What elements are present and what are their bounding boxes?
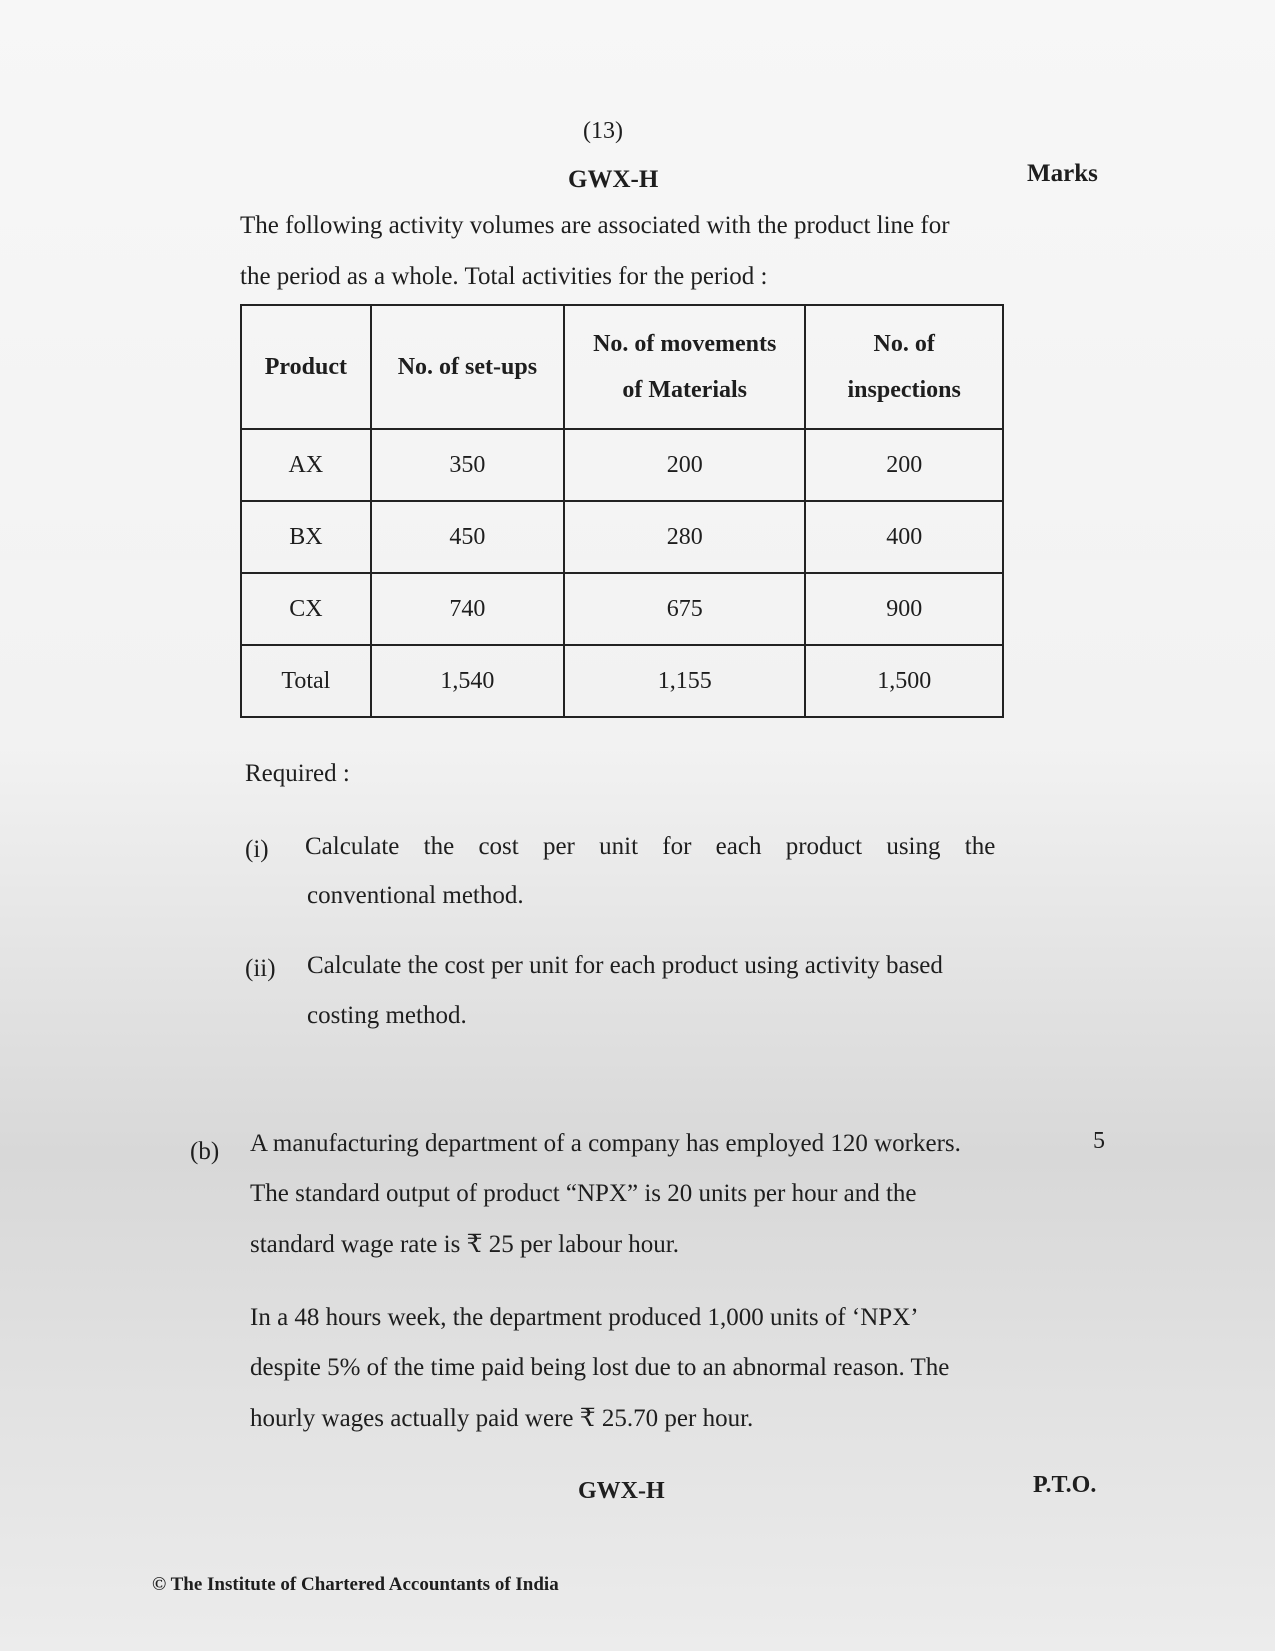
cell-setups: 450 (371, 501, 564, 573)
cell-product: CX (241, 573, 371, 645)
header-setups: No. of set-ups (371, 305, 564, 429)
part-b-line-1: A manufacturing department of a company has employed 120 workers. (250, 1130, 961, 1157)
item-ii-number: (ii) (245, 955, 276, 982)
cell-movements: 1,155 (564, 645, 805, 717)
cell-product: Total (241, 645, 371, 717)
part-b-line-2: The standard output of product “NPX” is 20 units per hour and the (250, 1180, 917, 1207)
cell-inspections: 400 (805, 501, 1003, 573)
required-label: Required : (245, 760, 350, 787)
table-row (241, 429, 1003, 501)
intro-line-2: the period as a whole. Total activities for the period : (240, 263, 768, 290)
cell-inspections: 900 (805, 573, 1003, 645)
table-row (241, 573, 1003, 645)
table-row (241, 501, 1003, 573)
cell-setups: 1,540 (371, 645, 564, 717)
marks-heading: Marks (1027, 160, 1098, 187)
item-i-line-1: Calculate the cost per unit for each product using the (305, 833, 996, 860)
cell-setups: 740 (371, 573, 564, 645)
page-number: (13) (583, 118, 623, 144)
intro-line-1: The following activity volumes are associated with the product line for (240, 212, 950, 239)
cell-setups: 350 (371, 429, 564, 501)
item-i-number: (i) (245, 836, 269, 863)
cell-movements: 200 (564, 429, 805, 501)
activity-volume-table (240, 304, 1004, 718)
header-inspections: No. of inspections (805, 305, 1003, 429)
table-total-row (241, 645, 1003, 717)
cell-movements: 675 (564, 573, 805, 645)
item-ii-line-2: costing method. (307, 1002, 467, 1029)
cell-product: BX (241, 501, 371, 573)
part-b-label: (b) (190, 1138, 220, 1165)
paper-code-header: GWX-H (568, 166, 659, 193)
table-header-row (241, 305, 1003, 429)
part-b-line-3: standard wage rate is ₹ 25 per labour hour. (250, 1231, 679, 1258)
cell-product: AX (241, 429, 371, 501)
item-i-line-2: conventional method. (307, 882, 524, 909)
copyright-notice: © The Institute of Chartered Accountants of India (152, 1574, 559, 1595)
header-product: Product (241, 305, 371, 429)
part-b-marks: 5 (1093, 1128, 1105, 1154)
cell-inspections: 1,500 (805, 645, 1003, 717)
header-movements: No. of movements of Materials (564, 305, 805, 429)
cell-inspections: 200 (805, 429, 1003, 501)
cell-movements: 280 (564, 501, 805, 573)
item-ii-line-1: Calculate the cost per unit for each product using activity based (307, 952, 943, 979)
part-b-line-5: despite 5% of the time paid being lost due to an abnormal reason. The (250, 1354, 950, 1381)
part-b-line-4: In a 48 hours week, the department produced 1,000 units of ‘NPX’ (250, 1304, 919, 1331)
part-b-line-6: hourly wages actually paid were ₹ 25.70 per hour. (250, 1405, 754, 1432)
pto-label: P.T.O. (1033, 1472, 1097, 1498)
paper-code-footer: GWX-H (578, 1478, 665, 1504)
